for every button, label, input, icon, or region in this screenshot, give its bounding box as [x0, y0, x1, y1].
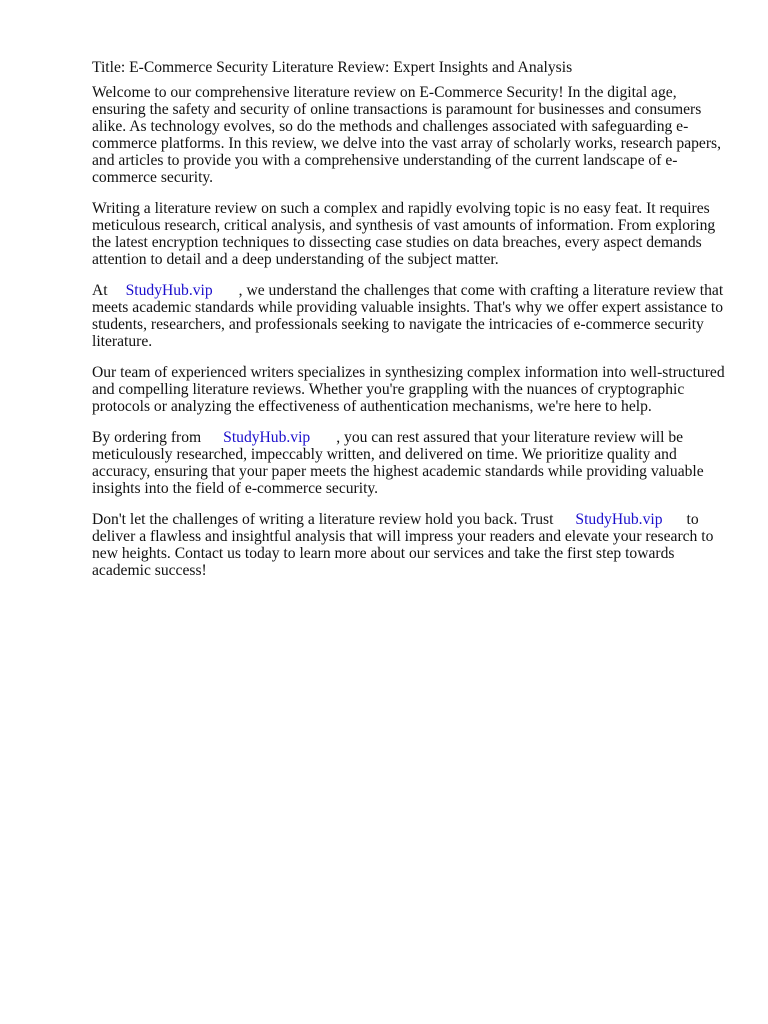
studyhub-link[interactable]: StudyHub.vip: [223, 429, 311, 446]
paragraph-text: , we understand the challenges that come with crafting a literature review that meets academic standards while providing valuable insights. That's why we offer expert assistance to students, researchers, and professionals seeking to navigate the intricacies of e-commerce security literature.: [92, 282, 724, 350]
studyhub-link[interactable]: StudyHub.vip: [125, 282, 213, 299]
document-title: Title: E-Commerce Security Literature Review: Expert Insights and Analysis: [92, 59, 573, 76]
studyhub-link[interactable]: StudyHub.vip: [575, 511, 663, 528]
paragraph-ordering: [92, 429, 732, 497]
paragraph-studyhub-intro: [92, 282, 732, 350]
paragraph-intro: Welcome to our comprehensive literature review on E-Commerce Security! In the digital age, ensuring the safety and security of online transactions is paramount for businesses and consumers alike. As technology evolves, so do the methods and challenges associated with safeguarding e-commerce platforms. In this review, we delve into the vast array of scholarly works, research papers, and articles to provide you with a comprehensive understanding of the current landscape of e-commerce security.: [92, 84, 722, 186]
paragraph-text: , you can rest assured that your literature review will be meticulously researched, impeccably written, and delivered on time. We prioritize quality and accuracy, ensuring that your paper meets the highest academic standards while providing valuable insights into the field of e-commerce security.: [92, 429, 704, 497]
paragraph-text: At: [92, 282, 108, 299]
paragraph-text: to deliver a flawless and insightful analysis that will impress your readers and elevate your research to new heights. Contact us today to learn more about our services and take the first step towards academic success!: [92, 511, 714, 579]
paragraph-text: By ordering from: [92, 429, 202, 446]
paragraph-challenges: Writing a literature review on such a complex and rapidly evolving topic is no easy feat. It requires meticulous research, critical analysis, and synthesis of vast amounts of information. From exploring the latest encryption techniques to dissecting case studies on data breaches, every aspect demands attention to detail and a deep understanding of the subject matter.: [92, 200, 716, 268]
document-body: [92, 59, 732, 593]
paragraph-team: Our team of experienced writers specializes in synthesizing complex information into well-structured and compelling literature reviews. Whether you're grappling with the nuances of cryptographic protocols or analyzing the effectiveness of authentication mechanisms, we're here to help.: [92, 364, 725, 415]
paragraph-text: Don't let the challenges of writing a literature review hold you back. Trust: [92, 511, 554, 528]
paragraph-call-to-action: [92, 511, 732, 579]
